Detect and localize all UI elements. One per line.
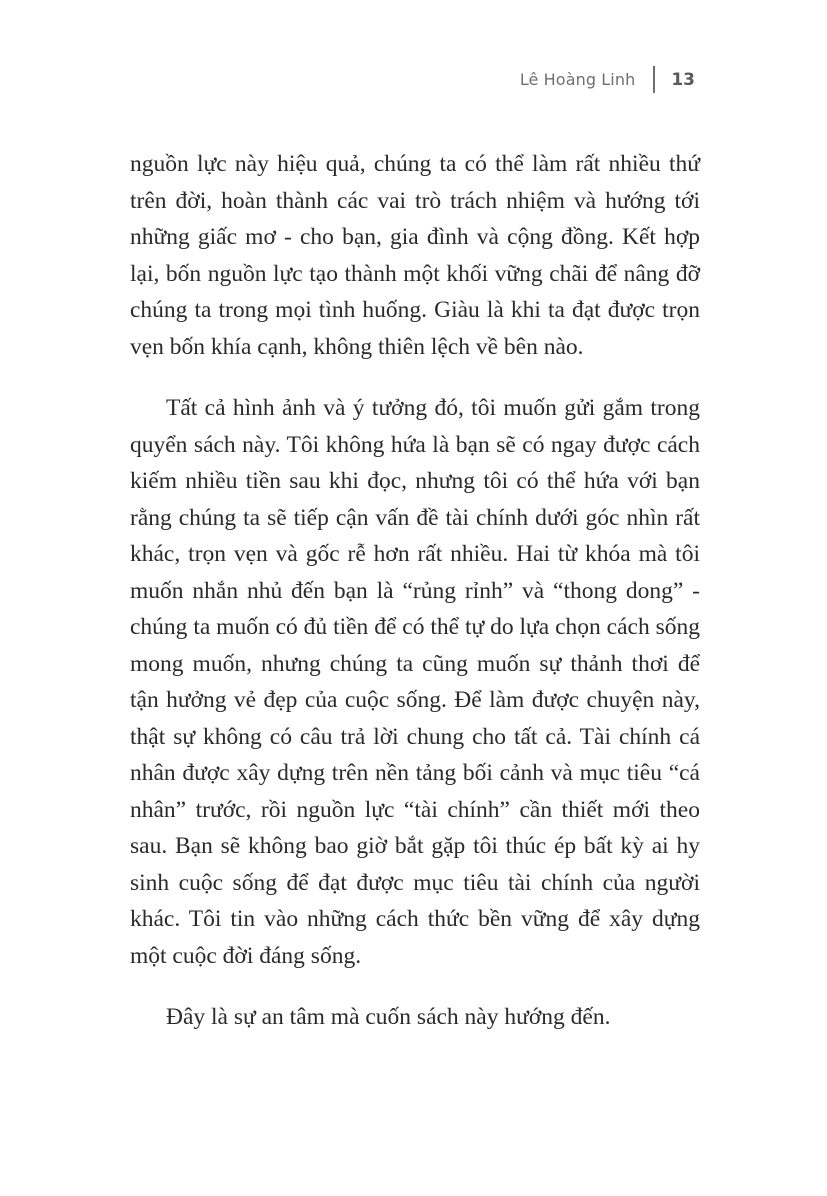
text-line: tận hưởng vẻ đẹp của cuộc sống. Để làm được chuyện này, [130,687,700,713]
text-line: nhân” trước, rồi nguồn lực “tài chính” cần thiết mới theo [130,796,700,823]
text-line: Tất cả hình ảnh và ý tưởng đó, tôi muốn gửi gắm trong [166,395,700,421]
text-line: nhân được xây dựng trên nền tảng bối cảnh và mục tiêu “cá [130,760,700,786]
paragraph-1 [130,146,700,365]
body-text [130,146,700,1061]
text-line: rằng chúng ta sẽ tiếp cận vấn đề tài chính dưới góc nhìn rất [130,504,700,531]
text-line: chúng ta muốn có đủ tiền để có thể tự do lựa chọn cách sống [130,614,700,640]
paragraph-2 [130,390,700,974]
paragraph-3 [130,999,700,1036]
text-line: lại, bốn nguồn lực tạo thành một khối vững chãi để nâng đỡ [130,260,700,287]
text-line: chúng ta trong mọi tình huống. Giàu là khi ta đạt được trọn [130,297,700,323]
text-line: trên đời, hoàn thành các vai trò trách nhiệm và hướng tới [130,187,700,214]
page-number: 13 [671,69,695,90]
text-line: nguồn lực này hiệu quả, chúng ta có thể làm rất nhiều thứ [130,151,700,177]
text-line: vẹn bốn khía cạnh, không thiên lệch về bên nào. [130,333,584,360]
text-line: mong muốn, nhưng chúng ta cũng muốn sự thảnh thơi để [130,650,700,677]
text-line: Đây là sự an tâm mà cuốn sách này hướng đến. [166,1004,611,1030]
text-line: một cuộc đời đáng sống. [130,942,362,969]
text-line: kiếm nhiều tiền sau khi đọc, nhưng tôi có thể hứa với bạn [130,468,700,494]
header-divider [653,66,655,93]
running-header-author: Lê Hoàng Linh [519,70,636,89]
text-line: sinh cuộc sống để đạt được mục tiêu tài chính của người [130,869,700,896]
text-line: thật sự không có câu trả lời chung cho tất cả. Tài chính cá [130,723,700,750]
text-line: sau. Bạn sẽ không bao giờ bắt gặp tôi thúc ép bất kỳ ai hy [130,833,700,859]
text-line: những giấc mơ - cho bạn, gia đình và cộng đồng. Kết hợp [130,224,700,250]
text-line: muốn nhắn nhủ đến bạn là “rủng rỉnh” và “thong dong” - [130,577,700,604]
running-header [520,66,695,93]
text-line: khác. Tôi tin vào những cách thức bền vững để xây dựng [130,906,700,932]
text-line: khác, trọn vẹn và gốc rễ hơn rất nhiều. Hai từ khóa mà tôi [130,541,700,567]
text-line: quyển sách này. Tôi không hứa là bạn sẽ có ngay được cách [130,431,700,458]
